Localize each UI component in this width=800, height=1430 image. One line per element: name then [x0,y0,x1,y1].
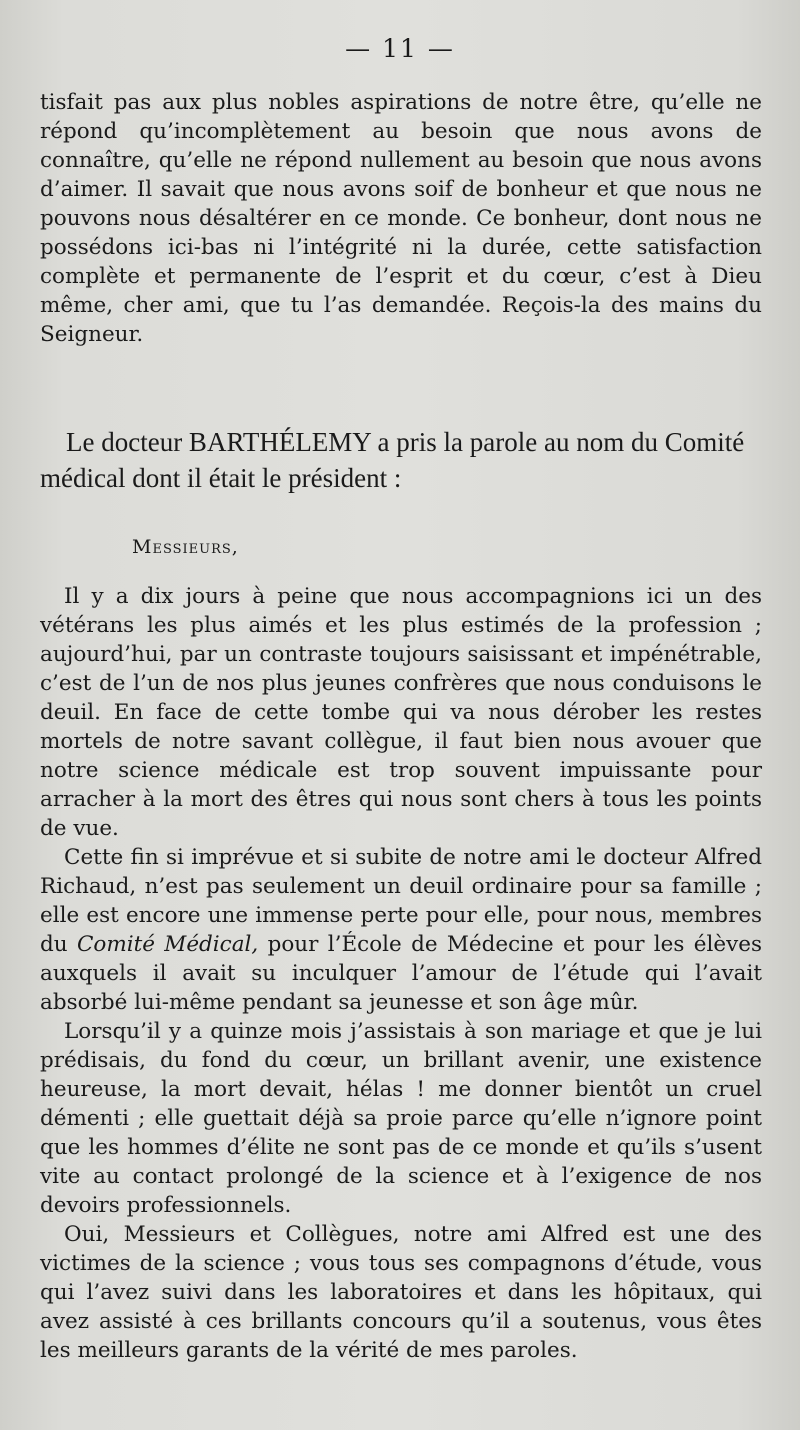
speech-body [40,582,762,1365]
comite-medical-emphasis: Comité Médical, [76,932,259,957]
continuation-paragraph: tisfait pas aux plus nobles aspirations de notre être, qu’elle ne répond qu’incomplètement au besoin que nous avons de connaître, qu’elle ne répond nullement au besoin que nous avons d’aimer. Il savait que nous avons soif de bonheur et que nous ne pouvons nous désaltérer en ce monde. Ce bonheur, dont nous ne possédons ici-bas ni l’intégrité ni la durée, cette satisfaction complète et permanente de l’esprit et du cœur, c’est à Dieu même, cher ami, que tu l’as demandée. Reçois-la des mains du Seigneur. [40,90,762,347]
speech-paragraph-2-end: pour l’École de Médecine et pour les élèves auxquels il avait su inculquer l’amour de l’étude qui l’avait absorbé lui-même pendant sa jeunesse et son âge mûr. [40,932,763,1015]
continuation-block [40,88,762,349]
speaker-heading-block [40,424,770,496]
speech-paragraph-3: Lorsqu’il y a quinze mois j’assistais à son mariage et que je lui prédisais, du fond du cœur, un brillant avenir, une existence heureuse, la mort devait, hélas ! me donner bientôt un cruel démenti ; elle guettait déjà sa proie parce qu’elle n’ignore point que les hommes d’élite ne sont pas de ce monde et qu’ils s’usent vite au contact prolongé de la science et à l’exigence de nos devoirs professionnels. [40,1019,762,1218]
speech-paragraph-1: Il y a dix jours à peine que nous accompagnions ici un des vétérans les plus aimés et les plus estimés de la profession ; aujourd’hui, par un contraste toujours saisissant et impénétrable, c’est de l’un de nos plus jeunes confrères que nous conduisons le deuil. En face de cette tombe qui va nous dérober les restes mortels de notre savant collègue, il faut bien nous avouer que notre science médicale est trop souvent impuissante pour arracher à la mort des êtres qui nous sont chers à tous les points de vue. [40,584,762,841]
speech-paragraph-2 [40,843,762,1017]
speech-paragraph-4: Oui, Messieurs et Collègues, notre ami Alfred est une des victimes de la science ; vous tous ses compagnons d’étude, vous qui l’avez suivi dans les laboratoires et dans les hôpitaux, qui avez assisté à ces brillants concours qu’il a soutenus, vous êtes les meilleurs garants de la vérité de mes paroles. [40,1222,762,1363]
salutation: Messieurs, [132,536,239,558]
speech-paragraph-2-start: Cette fin si imprévue et si subite de notre ami le docteur Alfred Richaud, n’est pas seulement un deuil ordinaire pour sa famille ; elle est encore une immense perte pour elle, pour nous, membres du [40,845,762,957]
speaker-heading: Le docteur BARTHÉLEMY a pris la parole au nom du Comité médical dont il était le président : [40,427,745,493]
page-number: — 11 — [345,34,455,63]
